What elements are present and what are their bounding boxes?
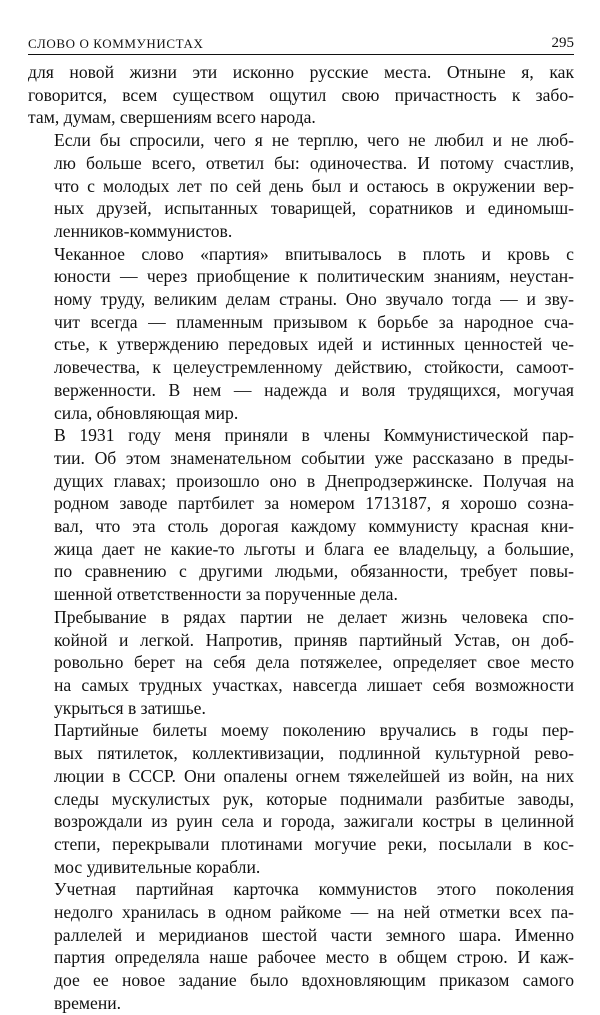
text-line: там, думам, свершениям всего народа. [28, 107, 316, 128]
text-line: жица дает не какие-то льготы и блага ее владельцу, а большие, [54, 538, 574, 559]
text-line: сила, обновляющая мир. [54, 402, 239, 423]
text-line: на самых трудных участках, навсегда лишает себя возможности [54, 674, 574, 695]
text-line: возрождали из руин села и города, зажигали костры в целинной [54, 811, 574, 832]
text-line: верженности. В нем — надежда и воля трудящихся, могучая [54, 379, 574, 400]
running-head [28, 30, 574, 55]
text-line: дущих главах; произошло оно в Днепродзержинске. Получая на [54, 470, 574, 491]
text-line: мос удивительные корабли. [54, 856, 261, 877]
book-page [28, 30, 574, 1015]
text-line: стье, к утверждению передовых идей и истинных ценностей че- [54, 334, 574, 355]
text-line: времени. [54, 992, 122, 1013]
text-line: Чеканное слово «партия» впитывалось в плоть и кровь с [54, 243, 574, 264]
paragraph [28, 129, 574, 243]
paragraph [28, 424, 574, 606]
text-line: дое ее новое задание было вдохновляющим приказом самого [54, 970, 574, 991]
paragraph [28, 719, 574, 878]
text-line: ровольно берет на себя дела потяжелее, определяет свое место [54, 652, 574, 673]
body-text [28, 61, 574, 1015]
text-line: вал, что эта столь дорогая каждому коммунисту красная кни- [54, 516, 574, 537]
paragraph [28, 243, 574, 425]
text-line: ному труду, великим делам страны. Оно звучало тогда — и зву- [54, 289, 574, 310]
text-line: родном заводе партбилет за номером 1713187, я хорошо созна- [54, 493, 574, 514]
text-line: партия определяла наше рабочее место в общем строю. И каж- [54, 947, 574, 968]
text-line: лю больше всего, ответил бы: одиночества. И потому счастлив, [54, 152, 574, 173]
text-line: Учетная партийная карточка коммунистов этого поколения [54, 879, 574, 900]
text-line: чит всегда — пламенным призывом к борьбе за народное сча- [54, 311, 574, 332]
text-line: юности — через приобщение к политическим знаниям, неустан- [54, 266, 574, 287]
text-line: следы мускулистых рук, которые поднимали разбитые заводы, [54, 788, 574, 809]
text-line: для новой жизни эти исконно русские места. Отныне я, как [28, 62, 574, 82]
text-line: люции в СССР. Они опалены огнем тяжелейшей из войн, на них [54, 765, 574, 786]
text-line: укрыться в затишье. [54, 697, 206, 718]
text-line: шенной ответственности за порученные дела. [54, 584, 398, 605]
text-line: раллелей и меридианов шестой части земного шара. Именно [54, 924, 574, 945]
text-line: тии. Об этом знаменательном событии уже рассказано в преды- [54, 447, 574, 468]
text-line: недолго хранилась в одном райкоме — на ней отметки всех па- [54, 902, 574, 923]
text-line: Партийные билеты моему поколению вручались в годы пер- [54, 720, 574, 741]
text-line: Если бы спросили, чего я не терплю, чего не любил и не люб- [54, 130, 574, 151]
running-title: СЛОВО О КОММУНИСТАХ [28, 36, 204, 51]
text-line: Пребывание в рядах партии не делает жизнь человека спо- [54, 606, 574, 627]
text-line: ловечества, к целеустремленному действию, стойкости, самоот- [54, 357, 574, 378]
paragraph [28, 606, 574, 720]
text-line: ных друзей, испытанных товарищей, соратников и единомыш- [54, 198, 574, 219]
page-number: 295 [551, 35, 574, 51]
text-line: В 1931 году меня приняли в члены Коммунистической пар- [54, 425, 574, 446]
text-line: по сравнению с другими людьми, обязанности, требует повы- [54, 561, 574, 582]
text-line: ленников-коммунистов. [54, 220, 233, 241]
text-line: что с молодых лет по сей день был и остаюсь в окружении вер- [54, 175, 574, 196]
text-line: койной и легкой. Напротив, приняв партийный Устав, он доб- [54, 629, 574, 650]
paragraph [28, 878, 574, 1014]
text-line: вых пятилеток, коллективизации, подлинной культурной рево- [54, 743, 574, 764]
text-line: степи, перекрывали плотинами могучие реки, посылали в кос- [54, 833, 574, 854]
paragraph-continuation [28, 61, 574, 129]
text-line: говорится, всем существом ощутил свою причастность к забо- [28, 84, 574, 105]
